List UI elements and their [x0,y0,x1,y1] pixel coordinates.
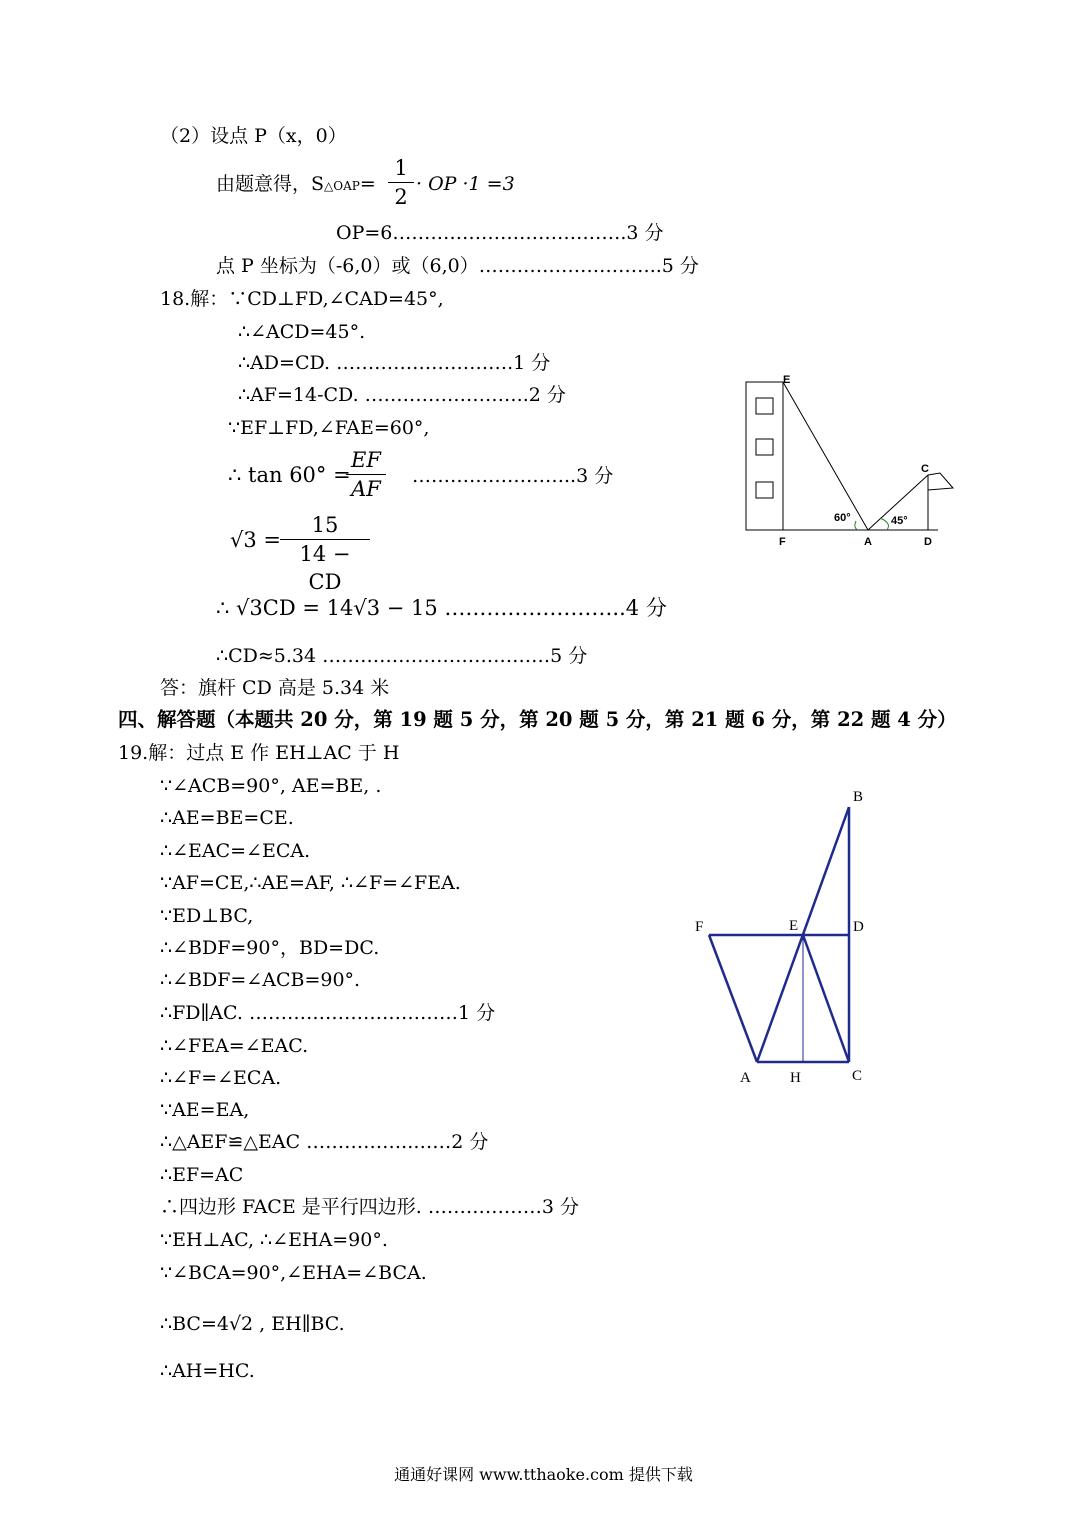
q18-answer: 答：旗杆 CD 高是 5.34 米 [160,677,390,699]
label-b: B [853,789,864,805]
arc-60 [855,521,858,530]
part2-line1: （2）设点 P（x，0） [160,125,347,147]
q18-line3: ∴AD=CD. ……………………….1 分 [238,352,551,374]
q18-line6-pre: ∴ tan 60° = [228,463,351,487]
q19-line: ∵EH⊥AC, ∴∠EHA=90°. [160,1229,388,1251]
q19-line: ∴∠F=∠ECA. [160,1067,282,1089]
q18-line8: ∴ √3CD = 14√3 − 15 ……………………..4 分 [216,596,667,620]
q19-line: ∴△AEF≌△EAC ……………..……2 分 [160,1131,489,1153]
q19-line: ∵ED⊥BC, [160,905,254,927]
q19-line: 19.解：过点 E 作 EH⊥AC 于 H [118,742,400,764]
arc-45 [880,518,888,530]
q19-line: ∴∠FEA=∠EAC. [160,1035,309,1057]
q18-line2: ∴∠ACD=45°. [238,321,366,343]
q18-tan-fraction [346,446,386,503]
part2-line3: OP=6……………………………….3 分 [336,222,664,244]
part2-line2-eq: = [359,173,376,195]
q19-line: ∵∠ACB=90°, AE=BE, . [160,775,382,797]
label-d: D [853,919,864,935]
section4-heading: 四、解答题（本题共 20 分，第 19 题 5 分，第 20 题 5 分，第 21 题 6 分，第 22 题 4 分） [118,708,957,731]
q18-line4: ∴AF=14-CD. ……………………..2 分 [238,384,566,406]
fraction-numerator: EF [351,448,381,472]
fraction-numerator: 15 [311,513,339,537]
label-c: C [921,463,929,475]
q19-line: ∴∠BDF=∠ACB=90°. [160,969,361,991]
part2-line2-pre: 由题意得，S [216,173,325,195]
label-e: E [783,374,791,386]
flag [928,473,953,490]
q19-line: ∵AF=CE,∴AE=AF, ∴∠F=∠FEA. [160,872,461,894]
fraction-denominator: 2 [394,185,408,209]
q18-line6-post: ……………………..3 分 [412,465,614,487]
q18-line7-pre: √3 = [230,528,282,552]
fraction-denominator: AF [351,477,381,501]
q19-line: ∴∠BDF=90°，BD=DC. [160,937,380,959]
part2-line2 [216,172,376,198]
segment-fa [709,935,757,1062]
label-d: D [924,536,932,548]
label-e: E [789,918,799,934]
label-60deg: 60° [834,512,851,524]
fig19-diagram [688,780,888,1090]
label-h: H [790,1070,801,1086]
label-45deg: 45° [891,515,908,527]
q18-line1: 18.解：∵CD⊥FD,∠CAD=45°, [160,288,444,310]
q19-line: ∵AE=EA, [160,1099,250,1121]
q19-line: ∴四边形 FACE 是平行四边形. ………………3 分 [160,1196,579,1218]
fig18-diagram [740,368,960,558]
q18-sqrt3-fraction [280,511,370,596]
q19-line: ∴EF=AC [160,1164,244,1186]
window-1 [756,398,773,414]
label-c: C [852,1068,863,1084]
part2-line4: 点 P 坐标为（-6,0）或（6,0）………………………..5 分 [216,255,699,277]
label-a: A [740,1070,751,1086]
q19-line: ∴∠EAC=∠ECA. [160,840,311,862]
part2-fraction [388,154,414,211]
fraction-denominator: 14 − CD [299,542,351,594]
window-2 [756,439,773,455]
label-a: A [864,536,872,548]
q19-line: ∴AH=HC. [160,1360,255,1382]
segment-ec [803,935,849,1062]
window-3 [756,482,773,498]
building-outline [746,382,783,530]
q19-line: ∴FD∥AC. ……………………………1 分 [160,1002,496,1024]
part2-line2-sub: △OAP [324,179,360,193]
q19-line: ∴BC=4√2 , EH∥BC. [160,1313,345,1335]
fraction-numerator: 1 [394,156,408,180]
q19-line: ∴AE=BE=CE. [160,807,294,829]
q18-line9: ∴CD≈5.34 ………………………………5 分 [216,645,588,667]
part2-line2-post: · OP ·1 =3 [416,173,515,195]
q18-line5: ∵EF⊥FD,∠FAE=60°, [228,417,430,439]
page-footer: 通通好课网 www.tthaoke.com 提供下载 [394,1465,693,1484]
q19-line: ∵∠BCA=90°,∠EHA=∠BCA. [160,1262,427,1284]
label-f: F [779,536,786,548]
line-ea [783,382,868,530]
label-f: F [695,919,704,935]
